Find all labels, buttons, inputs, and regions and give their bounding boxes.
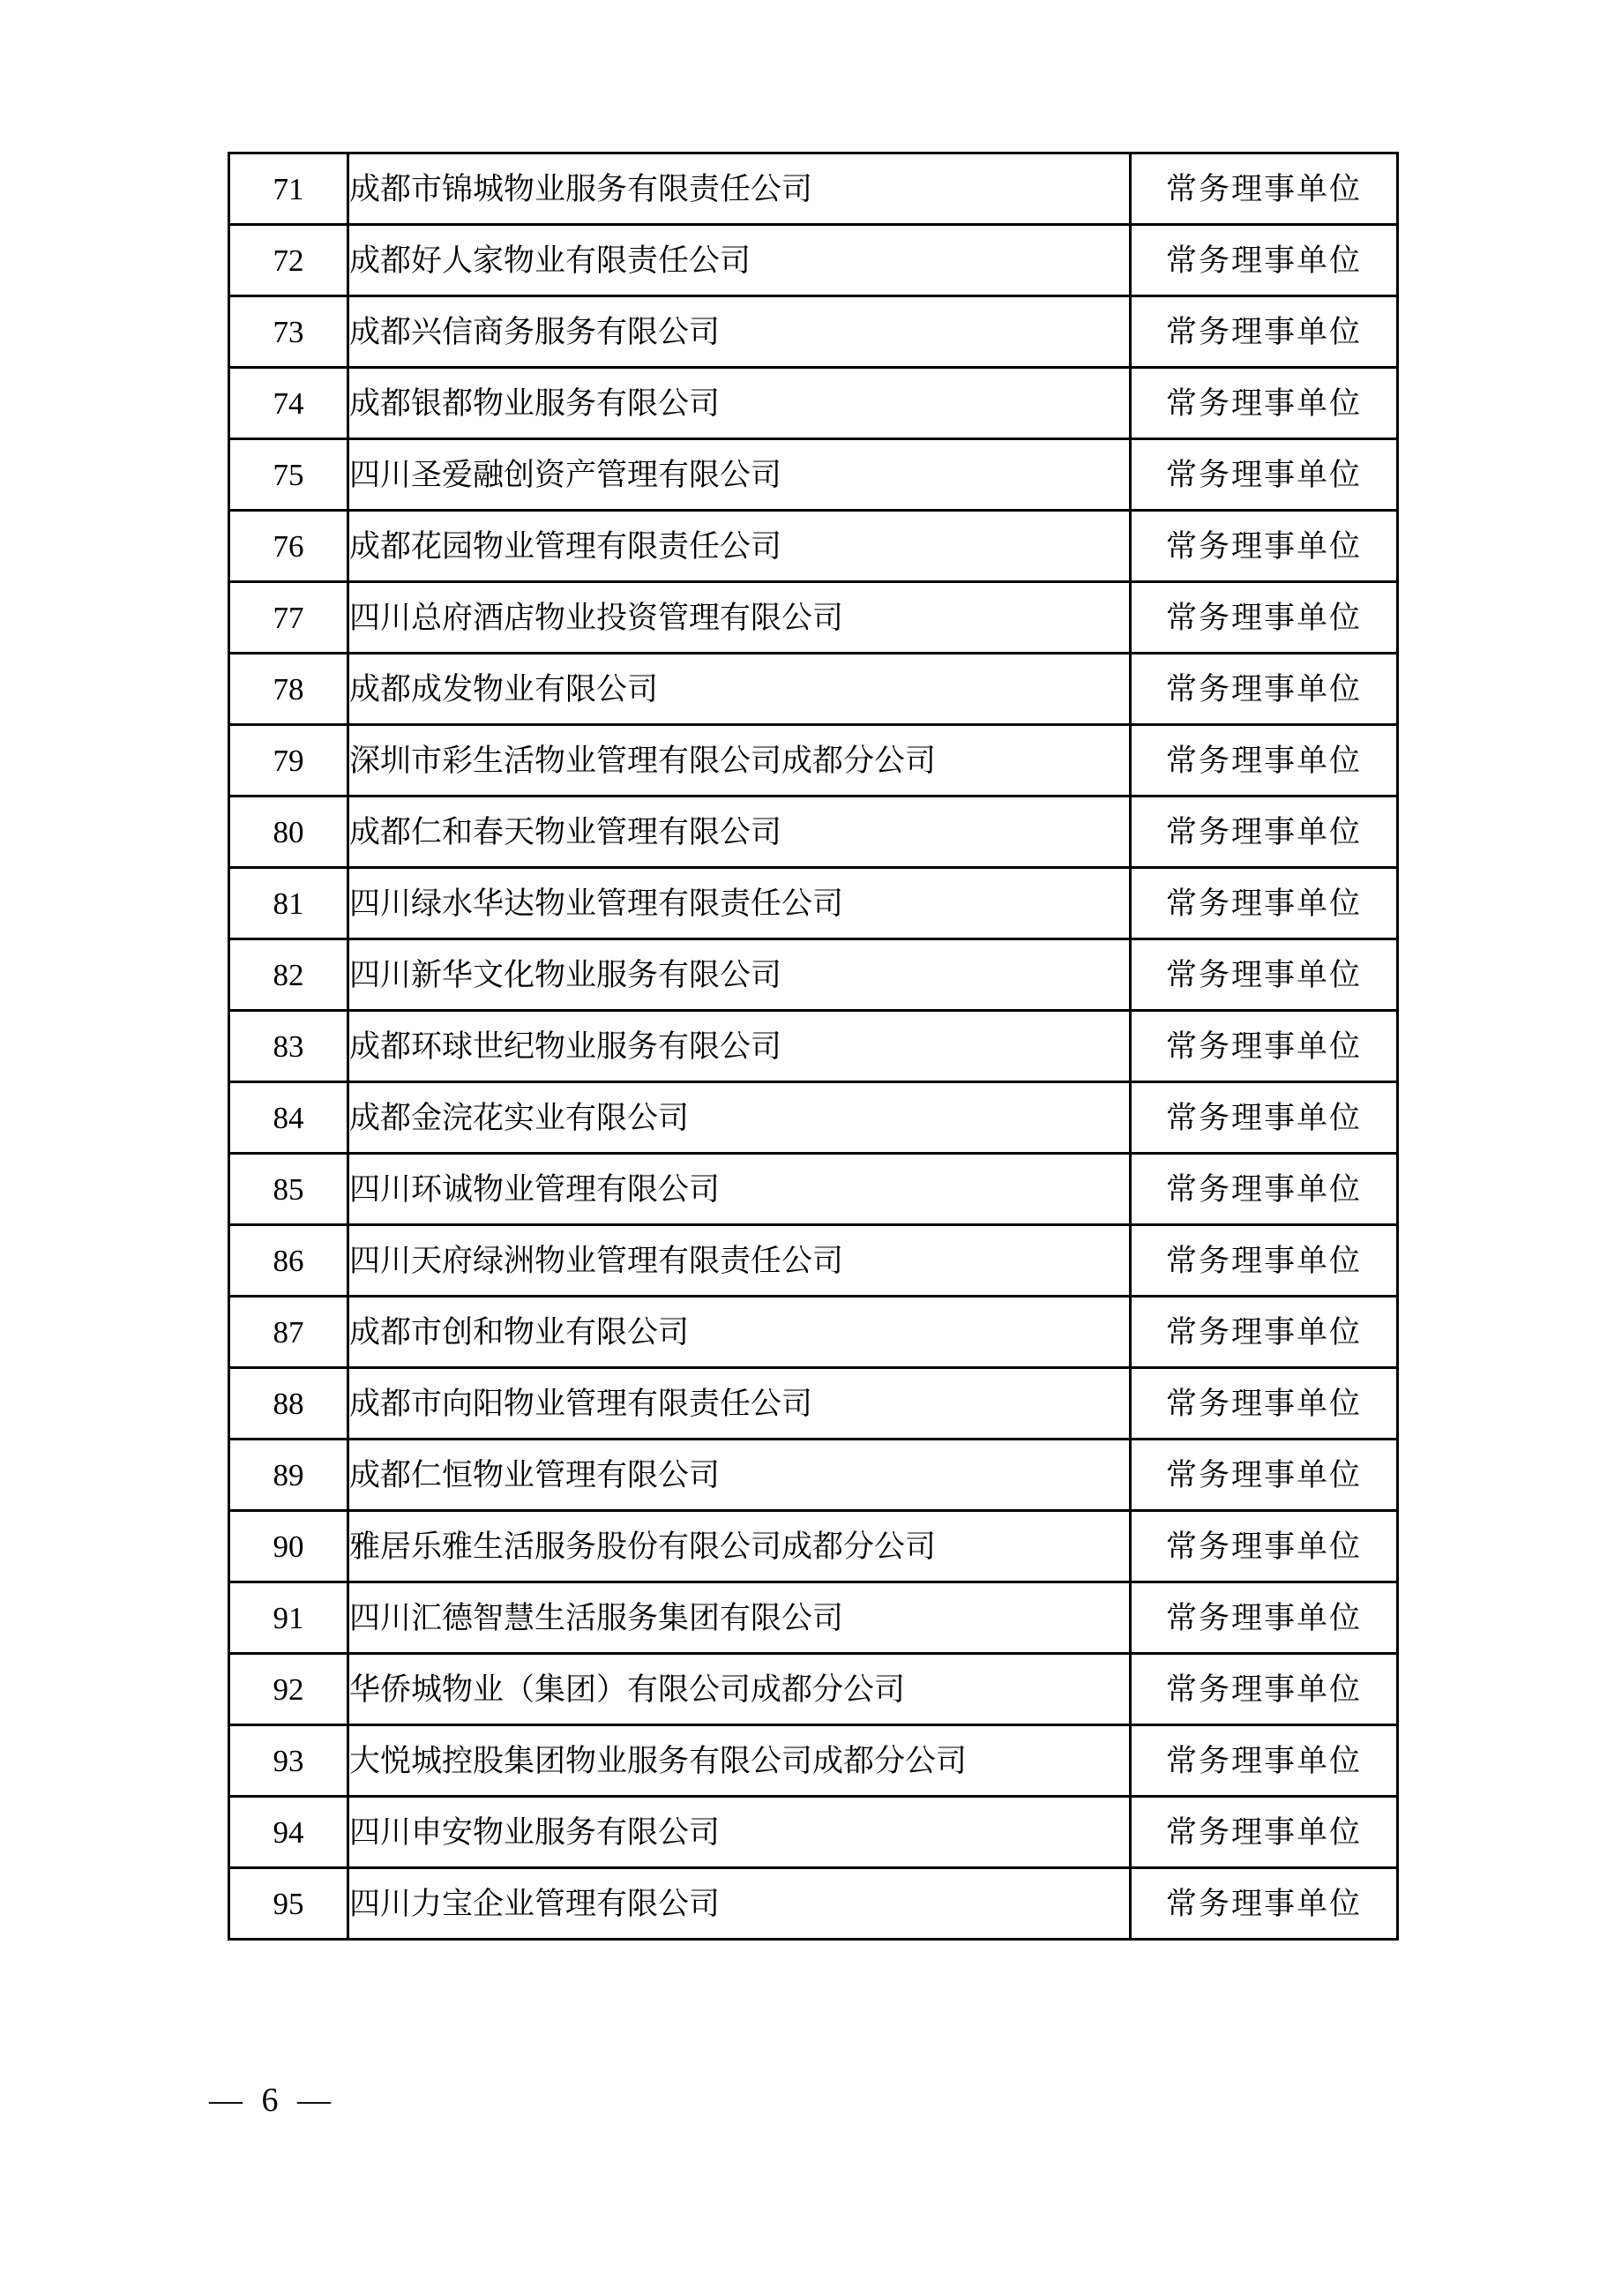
table-row [229,1368,1398,1440]
table-row [229,153,1398,225]
company-name-cell: 成都市向阳物业管理有限责任公司 [348,1368,1131,1440]
company-name-cell: 成都好人家物业有限责任公司 [348,225,1131,296]
row-number-cell: 92 [229,1654,348,1725]
row-number-cell: 81 [229,868,348,939]
membership-type-cell: 常务理事单位 [1131,1440,1398,1511]
membership-type-cell: 常务理事单位 [1131,939,1398,1011]
company-name-cell: 成都仁和春天物业管理有限公司 [348,796,1131,868]
membership-type-cell: 常务理事单位 [1131,1297,1398,1368]
page-number [209,2083,336,2117]
company-name-cell: 成都银都物业服务有限公司 [348,368,1131,439]
membership-type-cell: 常务理事单位 [1131,582,1398,654]
membership-type-cell: 常务理事单位 [1131,511,1398,582]
row-number-cell: 85 [229,1154,348,1225]
row-number-cell: 74 [229,368,348,439]
company-name-cell: 成都环球世纪物业服务有限公司 [348,1011,1131,1082]
table-row [229,939,1398,1011]
row-number-cell: 75 [229,439,348,511]
row-number-cell: 90 [229,1511,348,1582]
company-name-cell: 四川环诚物业管理有限公司 [348,1154,1131,1225]
table-row [229,1225,1398,1297]
membership-type-cell: 常务理事单位 [1131,1011,1398,1082]
membership-type-cell: 常务理事单位 [1131,796,1398,868]
row-number-cell: 72 [229,225,348,296]
row-number-cell: 80 [229,796,348,868]
membership-type-cell: 常务理事单位 [1131,1582,1398,1654]
company-name-cell: 大悦城控股集团物业服务有限公司成都分公司 [348,1725,1131,1797]
company-name-cell: 四川天府绿洲物业管理有限责任公司 [348,1225,1131,1297]
row-number-cell: 94 [229,1797,348,1868]
membership-type-cell: 常务理事单位 [1131,153,1398,225]
company-name-cell: 华侨城物业（集团）有限公司成都分公司 [348,1654,1131,1725]
table-row [229,725,1398,796]
table-row [229,582,1398,654]
membership-type-cell: 常务理事单位 [1131,1154,1398,1225]
table-row [229,1082,1398,1154]
table-row [229,1868,1398,1940]
row-number-cell: 88 [229,1368,348,1440]
member-table-body [229,153,1398,1940]
row-number-cell: 93 [229,1725,348,1797]
row-number-cell: 76 [229,511,348,582]
table-row [229,1011,1398,1082]
row-number-cell: 78 [229,654,348,725]
row-number-cell: 82 [229,939,348,1011]
table-row [229,1654,1398,1725]
table-row [229,296,1398,368]
membership-type-cell: 常务理事单位 [1131,225,1398,296]
membership-type-cell: 常务理事单位 [1131,1368,1398,1440]
table-row [229,1297,1398,1368]
row-number-cell: 86 [229,1225,348,1297]
company-name-cell: 成都成发物业有限公司 [348,654,1131,725]
company-name-cell: 四川总府酒店物业投资管理有限公司 [348,582,1131,654]
table-row [229,1582,1398,1654]
company-name-cell: 成都花园物业管理有限责任公司 [348,511,1131,582]
company-name-cell: 四川力宝企业管理有限公司 [348,1868,1131,1940]
company-name-cell: 雅居乐雅生活服务股份有限公司成都分公司 [348,1511,1131,1582]
row-number-cell: 77 [229,582,348,654]
row-number-cell: 83 [229,1011,348,1082]
row-number-cell: 73 [229,296,348,368]
row-number-cell: 89 [229,1440,348,1511]
membership-type-cell: 常务理事单位 [1131,1654,1398,1725]
table-row [229,868,1398,939]
company-name-cell: 深圳市彩生活物业管理有限公司成都分公司 [348,725,1131,796]
company-name-cell: 成都市创和物业有限公司 [348,1297,1131,1368]
row-number-cell: 95 [229,1868,348,1940]
row-number-cell: 87 [229,1297,348,1368]
company-name-cell: 成都金浣花实业有限公司 [348,1082,1131,1154]
table-row [229,439,1398,511]
row-number-cell: 91 [229,1582,348,1654]
company-name-cell: 四川绿水华达物业管理有限责任公司 [348,868,1131,939]
table-row [229,1440,1398,1511]
company-name-cell: 四川新华文化物业服务有限公司 [348,939,1131,1011]
membership-type-cell: 常务理事单位 [1131,296,1398,368]
table-row [229,796,1398,868]
table-row [229,1797,1398,1868]
company-name-cell: 四川圣爱融创资产管理有限公司 [348,439,1131,511]
row-number-cell: 84 [229,1082,348,1154]
membership-type-cell: 常务理事单位 [1131,439,1398,511]
page-number-text: — 6 — [209,2082,336,2119]
membership-type-cell: 常务理事单位 [1131,1868,1398,1940]
membership-type-cell: 常务理事单位 [1131,1511,1398,1582]
membership-type-cell: 常务理事单位 [1131,725,1398,796]
table-row [229,511,1398,582]
table-row [229,654,1398,725]
table-row [229,368,1398,439]
row-number-cell: 79 [229,725,348,796]
company-name-cell: 成都仁恒物业管理有限公司 [348,1440,1131,1511]
table-row [229,1725,1398,1797]
membership-type-cell: 常务理事单位 [1131,1225,1398,1297]
table-row [229,225,1398,296]
company-name-cell: 成都市锦城物业服务有限责任公司 [348,153,1131,225]
company-name-cell: 四川申安物业服务有限公司 [348,1797,1131,1868]
membership-type-cell: 常务理事单位 [1131,1797,1398,1868]
membership-type-cell: 常务理事单位 [1131,654,1398,725]
row-number-cell: 71 [229,153,348,225]
membership-type-cell: 常务理事单位 [1131,868,1398,939]
membership-type-cell: 常务理事单位 [1131,1082,1398,1154]
table-row [229,1511,1398,1582]
table-row [229,1154,1398,1225]
company-name-cell: 四川汇德智慧生活服务集团有限公司 [348,1582,1131,1654]
member-list-table [228,152,1399,1941]
company-name-cell: 成都兴信商务服务有限公司 [348,296,1131,368]
membership-type-cell: 常务理事单位 [1131,368,1398,439]
membership-type-cell: 常务理事单位 [1131,1725,1398,1797]
